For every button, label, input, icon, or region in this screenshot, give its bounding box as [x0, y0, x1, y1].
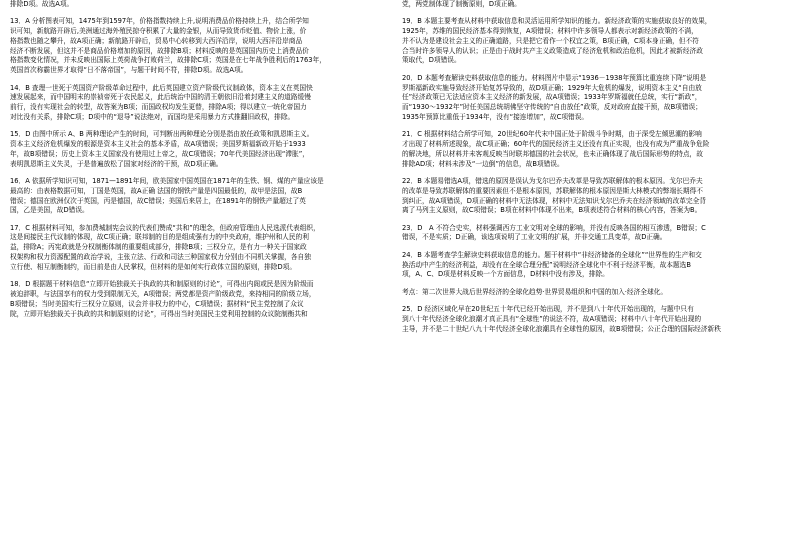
- text-line: B项错误；当时美国实行三权分立原则，议会并非权力的中心，C项错误；据材料“民主党控制了众议: [10, 299, 304, 308]
- text-line: 错误，不是实质；D正确，该选项说明了工业文明的扩展，并非交通工具变革，故D正确。: [402, 233, 667, 242]
- paragraph: [402, 305, 774, 334]
- text-line: 排除D项。故选A项。: [10, 0, 74, 8]
- text-line: 1935年预算比重低于1934年，没有“接连增加”，故C项错误。: [402, 112, 589, 121]
- text-line: 权架构和权力资源配置的政治学说，主张立法、行政和司法三种国家权力分别由不同机关掌握，各自独: [10, 253, 311, 262]
- text-line: 的解决地，所以材料并未客观反映当时联邦德国的社会状况，也未正确体现了战后国际形势的特点，故: [402, 149, 703, 158]
- paragraph: [402, 17, 774, 66]
- paragraph: [10, 177, 382, 216]
- text-line: 英国首次称霸世界才取得“日不落帝国”，与题干时间不符，排除D项。故选A项。: [10, 66, 248, 75]
- paragraph: [402, 130, 774, 169]
- text-line: 策取代，D项错误。: [402, 56, 461, 65]
- text-line: 立行使、相互制衡制约，而目前是由人民掌权，但材料的是如何实行政体立国的原则，排除D项。: [10, 262, 297, 271]
- paragraph: [402, 177, 774, 216]
- text-line: 主导，并不是二十世纪八九十年代经济全球化浪潮具有全球性的原因，故B项错误；公正合理的国际经济新秩: [402, 324, 721, 333]
- text-line: 23．D A 不符合史实，材料强调西方工业文明对全球的影响，并没有反映各国的相互渗透，B错误；C: [402, 223, 706, 232]
- paragraph-gap: [10, 169, 382, 177]
- text-line: 错误；德国在欧洲仅次于英国，丙是德国，故C错误；美国后来居上，在1891年的钢铁产量超过了英: [10, 196, 306, 205]
- paragraph: [402, 74, 774, 123]
- text-line: 的改革是导致苏联解体的重要因素但不是根本原因，苏联解体的根本原因是斯大林模式的弊端长期得不: [402, 186, 703, 195]
- text-line: 25．D 经济区域化早在20世纪五十年代已经开始出现，并不是到八十年代开始出现的，与题中只有: [402, 304, 694, 313]
- text-line: 合当时许多领导人的认识；正是由于战时共产主义政策造成了经济危机和政治危机，因此才被新经济政: [402, 46, 703, 55]
- text-line: 格指数也随之攀升，故A项正确；新航路开辟后，贸易中心转移到大西洋沿岸，说明大西洋沿岸商品: [10, 36, 303, 45]
- text-line: 18．D 根据题干材料信息“立即开始独裁关于执政的共和制原则的讨论”，可得出内阁或民是因为阶级而: [10, 280, 314, 289]
- text-line: 换活动中产生的经济利益，却没有在全球合理分配”说明经济全球化中不利于经济平衡，故本题选B: [402, 260, 691, 269]
- text-line: 表明凯恩斯主义失灵，于是普遍放松了国家对经济的干预，故D项正确。: [10, 159, 223, 168]
- text-line: 20．D 本题考查解读史料获取信息的能力。材料图片中显示“1936－1938年预算比重连续下降”说明是: [402, 73, 707, 82]
- paragraph-gap: [10, 273, 382, 281]
- text-line: 考点：第二次世界大战后世界经济的全球化趋势·世界贸易组织和中国的加入·经济全球化。: [402, 287, 668, 296]
- paragraph: [402, 224, 774, 244]
- paragraph-gap: [10, 76, 382, 84]
- paragraph-gap: [402, 123, 774, 131]
- text-line: 院，立即开始独裁关于执政的共和制原则的讨论”，可得出当时美国民主党利用控制的众议院制衡共和: [10, 309, 308, 318]
- text-line: 被迫辞职，与法国享有的权力受到限制无关，A项错误；两党都是资产阶级政党，来持相同的阶级立场，: [10, 289, 316, 298]
- text-line: 排除AD项；材料未涉及“一边倒”的信息，故B项错误。: [402, 159, 564, 168]
- text-line: 对比没有关系，排除C项；D项中的“退导”说法绝对，而国均是采用暴力方式推翻旧政权，排除。: [10, 112, 295, 121]
- paragraph-gap: [10, 216, 382, 224]
- paragraph: [10, 17, 382, 76]
- text-line: 19．B 本题主要考查从材料中获取信息和灵活运用所学知识的能力。新经济政策的实施获取良好的效果，: [402, 17, 712, 26]
- text-line: 21．C 根据材料结合所学可知，20世纪60年代末中国正处于阶级斗争时期，由于深受左倾思潮的影响: [402, 130, 702, 139]
- text-line: 而“1930～1932年”时任美国总统胡佛坚守传统的“自由放任”政策，反对政府直接干预，故B项错误；: [402, 103, 702, 112]
- text-line: 年，故B项错误；历史上资本主义国家没有使用过上帝之，故C项错误；70年代美国经济出现“滞胀”，: [10, 149, 309, 158]
- paragraph-gap: [402, 243, 774, 251]
- paragraph: [402, 251, 774, 280]
- paragraph-gap: [402, 10, 774, 18]
- paragraph-gap: [402, 169, 774, 177]
- paragraph: [402, 0, 774, 10]
- text-line: 经济不断发展，但这并不是商品价格增加的原因，故排除B项；材料反映的是英国国内历史上消费品价: [10, 46, 309, 55]
- right-column: [402, 0, 774, 334]
- paragraph-gap: [402, 66, 774, 74]
- paragraph: [10, 0, 382, 10]
- text-line: 1925年，苏维的国民经济基本得到恢复，A项错误；材料中许多领导人都表示对新经济政策的不满，: [402, 27, 698, 36]
- paragraph: [402, 288, 774, 298]
- paragraph: [10, 280, 382, 319]
- text-line: 到八十年代经济全球化浪潮才真正具有“全球性”的说法不符，故A项错误；材料中八十年代开始出现的: [402, 314, 702, 323]
- text-line: 13．A 分析图表可知，1475年到1597年，价格指数持续上升,说明消费品价格持续上升，结合所学知: [10, 17, 309, 26]
- paragraph-gap: [402, 280, 774, 288]
- text-line: 任”经济政策已无法适应资本主义经济的新发展，故A项错误；1933年罗斯福就任总统，实行“新政”，: [402, 93, 702, 102]
- text-line: 资本主义经济危机爆发的根源是资本主义社会的基本矛盾，故A项错误；美国罗斯福新政开始于1933: [10, 140, 306, 149]
- text-line: 前行，没有实现社会的转型，故答案为B项；而国政权均发生更替，排除A项；得以建立一统化帝国力: [10, 103, 307, 112]
- text-line: 24．B 本题考查学生解读史料获取信息的能力。题干材料中“非经济储备的全球化”“世界性的生产和交: [402, 250, 702, 259]
- text-line: 最高的：由表格数据可知，丁国是英国，故A正确 法国的钢铁产量是四国最低的，故甲是法国，故B: [10, 186, 303, 195]
- text-line: 17．C 根据材料可知，参加费城制宪会议的代表们赞成“共和”的理念，但政府管理由人民选派代表组织，: [10, 223, 320, 232]
- text-line: 并不认为是建设社会主义的正确道路，只是把它看作一个权宜之策，B项正确，C项本身正确，但不符: [402, 36, 699, 45]
- text-line: 16．A 依据所学知识可知，1871—1891年间，欧美国家中国英国在1871年的生铁、钢、煤的产量应该是: [10, 176, 324, 185]
- text-line: 22．B 本题易错选A项，错选的原因是误认为戈尔巴乔夫改革是导致苏联解体的根本原因。戈尔巴乔夫: [402, 176, 703, 185]
- paragraph: [10, 224, 382, 273]
- text-line: 这是间接民主代议制的体现，故C项正确；联邦制的目的是组成强有力的中央政府，维护州和人民的利: [10, 233, 309, 242]
- paragraph-gap: [10, 10, 382, 18]
- paragraph-gap: [402, 297, 774, 305]
- text-line: 识可知，新航路开辟后,美洲通过海外殖民掠夺积累了大量的金银，从而导致货币贬值、物价上涨，价: [10, 27, 307, 36]
- paragraph-gap: [402, 216, 774, 224]
- text-line: 离了马列主义原则，故C项错误；B项在材料中体现不出来，B项表述符合材料的核心内容，答案为B。: [402, 206, 702, 215]
- text-line: 14．B 查理一世死于英国资产阶级革命过程中，此后英国建立资产阶级代议制政体，资本主义在英国快: [10, 83, 313, 92]
- left-column: [10, 0, 382, 319]
- text-line: 才出现了材料所述现象，故C项正确；60年代的国民经济主义还没有真正实现，也没有成为严重战争危险: [402, 140, 710, 149]
- text-line: 格指数变化情况，并未反映出国际上英荷战争打败荷兰，故排除C项；英国是在七年战争胜利后的1763年，: [10, 56, 326, 65]
- text-line: 罗斯福新政实施导致经济开始复苏导致的，故D项正确；1929年大危机的爆发，说明资本主义“自由放: [402, 83, 702, 92]
- text-line: 党，两党制体现了制衡原则，D项正确。: [402, 0, 521, 8]
- text-line: 国，乙是美国，故D错误。: [10, 206, 89, 215]
- text-line: 15．D 由图中所示 A、B 两种理论产生的时间，可判断出两种理论分别是指由放任政策和凯恩斯主义。: [10, 130, 314, 139]
- text-line: 到纠正，故A项错误，D项正确的材料中无法体现，材料中无法知识戈尔巴乔夫在经济领域的改革完全背: [402, 196, 706, 205]
- paragraph-gap: [10, 123, 382, 131]
- text-line: 速发展起来，而中国明末的崇祯帝死于农民起义，此后统治中国的清王朝依旧沿着封建主义的道路缓慢: [10, 93, 311, 102]
- text-line: 项，A、C、D项是材料反映一个方面信息，D材料中没有涉及，排除。: [402, 270, 609, 279]
- text-line: 益，排除A；丙宪政就是分权制衡体制的重要组成部分，排除B项；三权分立，是有力一种关于国家政: [10, 243, 307, 252]
- paragraph: [10, 84, 382, 123]
- paragraph: [10, 130, 382, 169]
